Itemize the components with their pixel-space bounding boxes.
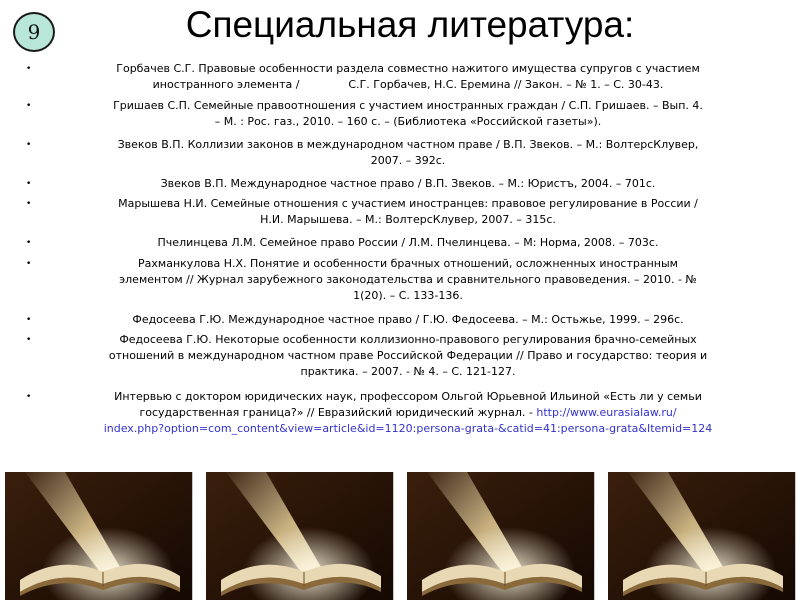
page-title: Специальная литература:: [185, 4, 635, 45]
reference-line: Рахманкулова Н.Х. Понятие и особенности брачных отношений, осложненных иностранным: [138, 257, 678, 270]
reference-line: Федосеева Г.Ю. Некоторые особенности коллизионно-правового регулирования брачно-семейных: [119, 333, 697, 346]
reference-item-3: [26, 137, 760, 169]
open-book-icon: [608, 472, 795, 600]
open-book-image: [206, 472, 394, 600]
open-book-icon: [5, 472, 192, 600]
reference-line: практика. – 2007. - № 4. – С. 121-127.: [300, 365, 516, 378]
reference-item-9: [26, 332, 760, 380]
bullet-icon: •: [26, 64, 32, 74]
reference-line: Звеков В.П. Коллизии законов в международном частном праве / В.П. Звеков. – М.: ВолтерсКлувер,: [117, 138, 699, 151]
reference-link[interactable]: http://www.eurasialaw.ru/: [536, 406, 677, 419]
open-book-image: [608, 472, 796, 600]
open-book-image: [407, 472, 595, 600]
reference-line: Горбачев С.Г. Правовые особенности раздела совместно нажитого имущества супругов с участием: [116, 62, 700, 75]
decorative-image-strip: [0, 472, 800, 600]
reference-item-4: [26, 176, 760, 192]
reference-line: Марышева Н.И. Семейные отношения с участием иностранцев: правовое регулирование в России /: [118, 197, 698, 210]
reference-line-text: государственная граница?» // Евразийский юридический журнал. -: [139, 406, 537, 419]
reference-line: 1(20). – С. 133-136.: [353, 289, 463, 302]
reference-line: 2007. – 392с.: [370, 154, 446, 167]
bullet-icon: •: [26, 140, 32, 150]
slide-number-badge: 9: [13, 12, 55, 52]
bullet-icon: •: [26, 335, 32, 345]
reference-item-2: [26, 98, 760, 130]
bullet-icon: •: [26, 199, 32, 209]
reference-line: – М. : Рос. газ., 2010. – 160 с. – (Библиотека «Российской газеты»).: [214, 115, 602, 128]
bullet-icon: •: [26, 392, 32, 402]
reference-line: Пчелинцева Л.М. Семейное право России / Л.М. Пчелинцева. – М: Норма, 2008. – 703с.: [157, 236, 659, 249]
bullet-icon: •: [26, 101, 32, 111]
reference-line: элементом // Журнал зарубежного законодательства и сравнительного правоведения. – 2010. - №: [119, 273, 697, 286]
reference-item-5: [26, 196, 760, 228]
open-book-image: [5, 472, 193, 600]
reference-line: [56, 405, 760, 421]
bullet-icon: •: [26, 238, 32, 248]
reference-item-6: [26, 235, 760, 251]
reference-item-7: [26, 256, 760, 304]
reference-line: Н.И. Марышева. – М.: ВолтерсКлувер, 2007. – 315с.: [260, 213, 556, 226]
reference-link[interactable]: index.php?option=com_content&view=article&id=1120:persona-grata-&catid=41:persona-grata&Itemid=124: [103, 422, 713, 435]
bullet-icon: •: [26, 315, 32, 325]
bullet-icon: •: [26, 179, 32, 189]
reference-item-8: [26, 312, 760, 328]
reference-line: Гришаев С.П. Семейные правоотношения с участием иностранных граждан / С.П. Гришаев. – Вып. 4.: [113, 99, 703, 112]
bullet-icon: •: [26, 259, 32, 269]
reference-item-1: [26, 61, 760, 93]
open-book-icon: [206, 472, 393, 600]
reference-item-10: [26, 389, 760, 437]
reference-line: иностранного элемента / С.Г. Горбачев, Н.С. Еремина // Закон. – № 1. – С. 30-43.: [152, 78, 664, 91]
open-book-icon: [407, 472, 594, 600]
reference-line: Звеков В.П. Международное частное право / В.П. Звеков. – М.: Юристъ, 2004. – 701с.: [160, 177, 656, 190]
reference-line: Федосеева Г.Ю. Международное частное право / Г.Ю. Федосеева. – М.: Остьжье, 1999. – 296с.: [132, 313, 684, 326]
reference-line: Интервью с доктором юридических наук, профессором Ольгой Юрьевной Ильиной «Есть ли у семьи: [114, 390, 702, 403]
reference-line: отношений в международном частном праве Российской Федерации // Право и государство: теория и: [108, 349, 708, 362]
